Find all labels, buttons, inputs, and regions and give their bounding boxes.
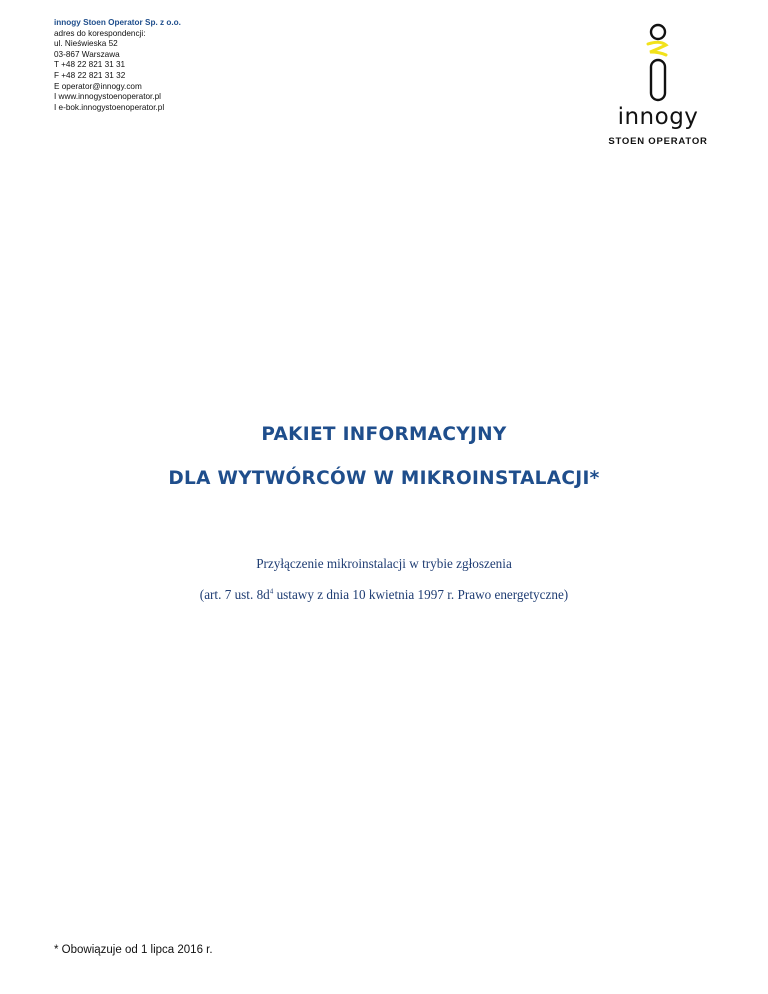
innogy-logo: [600, 22, 716, 148]
legal-reference-pre: (art. 7 ust. 8d: [199, 587, 270, 602]
footnote: * Obowiązuje od 1 lipca 2016 r.: [54, 944, 213, 956]
innogy-i-icon: [640, 22, 676, 102]
document-subtitle: Przyłączenie mikroinstalacji w trybie zgłoszenia: [256, 556, 512, 571]
legal-reference-sup: 4: [269, 587, 274, 596]
legal-reference: [0, 587, 768, 603]
address-line: ul. Nieświeska 52: [54, 39, 118, 49]
legal-reference-post: ustawy z dnia 10 kwietnia 1997 r. Prawo energetyczne): [273, 587, 569, 602]
email-line: E operator@innogy.com: [54, 81, 142, 91]
company-name: innogy Stoen Operator Sp. z o.o.: [54, 18, 181, 27]
address-line: 03-867 Warszawa: [54, 49, 120, 59]
ebok-line: I e-bok.innogystoenoperator.pl: [54, 102, 165, 112]
document-title: PAKIET INFORMACYJNY: [261, 424, 507, 445]
logo-wordmark: innogy: [617, 104, 699, 130]
website-line: I www.innogystoenoperator.pl: [54, 92, 161, 102]
document-title-line2: DLA WYTWÓRCÓW W MIKROINSTALACJI*: [168, 468, 600, 489]
sender-address-block: [54, 18, 181, 113]
address-line: adres do korespondencji:: [54, 28, 146, 38]
fax-line: F +48 22 821 31 32: [54, 70, 126, 80]
phone-line: T +48 22 821 31 31: [54, 60, 126, 70]
logo-subtitle: STOEN OPERATOR: [608, 136, 708, 147]
